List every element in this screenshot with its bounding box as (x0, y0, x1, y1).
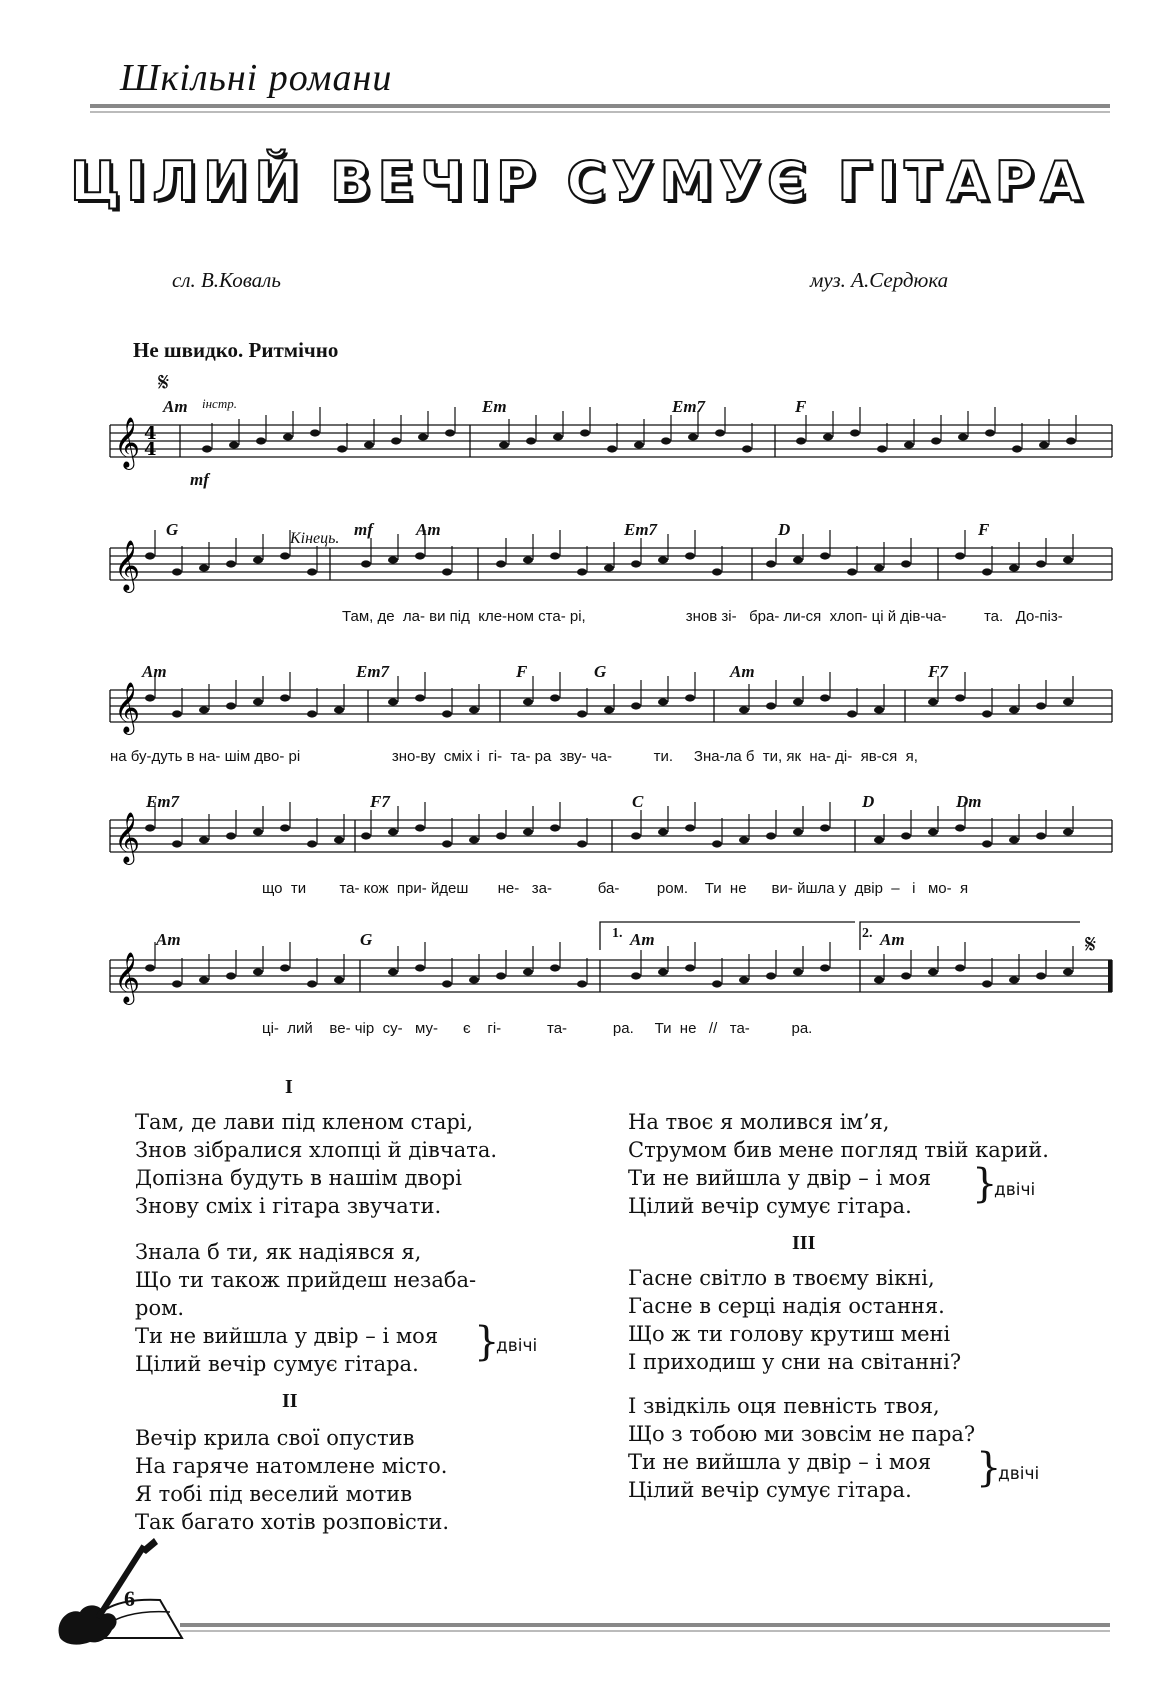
chord: G (594, 662, 607, 681)
chord: F7 (370, 792, 390, 811)
verse-line: Ти не вийшла у двір – і моя (135, 1324, 439, 1348)
instr-marking: інстр. (202, 396, 237, 411)
repeat-label: двічі (998, 1464, 1040, 1484)
verse-line: Цілий вечір сумує гітара. (135, 1352, 419, 1376)
notehead (901, 972, 911, 979)
verse-label-1: I (285, 1076, 293, 1098)
notehead (742, 445, 752, 452)
notehead (739, 706, 749, 713)
time-signature-digit: 4 (144, 439, 157, 460)
repeat-brace: } (474, 1319, 500, 1365)
chord: F7 (928, 662, 948, 681)
notehead (388, 698, 398, 705)
notehead (739, 836, 749, 843)
notehead (958, 433, 968, 440)
notehead (658, 968, 668, 975)
tempo-marking: Не швидко. Ритмічно (133, 338, 339, 362)
notehead (1012, 445, 1022, 452)
notehead (796, 437, 806, 444)
notehead (820, 824, 830, 831)
notehead (523, 968, 533, 975)
chord: Em (482, 397, 507, 416)
notehead (1063, 698, 1073, 705)
notehead (310, 429, 320, 436)
treble-clef: 𝄞 (114, 812, 141, 863)
chord: C (632, 792, 644, 811)
repeat-label: двічі (496, 1336, 538, 1356)
notehead (928, 828, 938, 835)
notehead (685, 964, 695, 971)
dynamic-mf-1: mf (190, 470, 209, 489)
verse-label-3: III (792, 1232, 816, 1254)
notehead (496, 832, 506, 839)
repeat-brace: } (976, 1445, 1002, 1491)
verse-1 (135, 1108, 497, 1220)
notehead (550, 964, 560, 971)
notehead (766, 832, 776, 839)
notehead (226, 832, 236, 839)
volta-1-label: 1. (612, 926, 623, 941)
notehead (523, 556, 533, 563)
notehead (982, 840, 992, 847)
chord: Em7 (624, 520, 658, 539)
notehead (442, 980, 452, 987)
notehead (604, 706, 614, 713)
chord: Dm (956, 792, 982, 811)
notehead (1063, 828, 1073, 835)
notehead (955, 964, 965, 971)
notehead (793, 556, 803, 563)
verse-3 (628, 1264, 961, 1376)
notehead (445, 429, 455, 436)
notehead (901, 832, 911, 839)
notehead (469, 706, 479, 713)
notehead (523, 698, 533, 705)
notehead (793, 828, 803, 835)
notehead (904, 441, 914, 448)
notehead (634, 441, 644, 448)
notehead (415, 824, 425, 831)
notehead (712, 568, 722, 575)
notehead (850, 429, 860, 436)
notehead (226, 560, 236, 567)
notehead (526, 437, 536, 444)
repeat-brace: } (972, 1161, 998, 1207)
notehead (496, 560, 506, 567)
notehead (226, 972, 236, 979)
notehead (874, 976, 884, 983)
verse-line: Ти не вийшла у двір – і моя (628, 1450, 932, 1474)
notehead (253, 698, 263, 705)
segno-start: 𝄋 (158, 368, 170, 398)
notehead (901, 560, 911, 567)
notehead (823, 433, 833, 440)
notehead (1036, 560, 1046, 567)
notehead (1039, 441, 1049, 448)
notehead (334, 836, 344, 843)
notehead (658, 828, 668, 835)
chord: G (360, 930, 373, 949)
notehead (391, 437, 401, 444)
notehead (955, 552, 965, 559)
notehead (199, 564, 209, 571)
notehead (715, 429, 725, 436)
notehead (847, 568, 857, 575)
chord: F (516, 662, 528, 681)
notehead (820, 694, 830, 701)
notehead (145, 694, 155, 701)
notehead (499, 441, 509, 448)
verse-line: Знов зібралися хлопці й дівчата. (135, 1138, 498, 1162)
notehead (283, 433, 293, 440)
verse-3b (628, 1392, 975, 1504)
verse-label-2: II (282, 1390, 298, 1412)
notehead (172, 840, 182, 847)
notehead (334, 706, 344, 713)
chord: Em7 (672, 397, 706, 416)
verse-line: Гасне світло в твоєму вікні, (628, 1266, 935, 1290)
notehead (955, 824, 965, 831)
notehead (361, 832, 371, 839)
notehead (307, 710, 317, 717)
verse-line: Вечір крила свої опустив (135, 1426, 415, 1450)
notehead (550, 824, 560, 831)
notehead (874, 706, 884, 713)
verse-line: Що з тобою ми зовсім не пара? (628, 1422, 976, 1446)
notehead (388, 968, 398, 975)
notehead (577, 568, 587, 575)
notehead (361, 560, 371, 567)
notehead (418, 433, 428, 440)
notehead (712, 980, 722, 987)
notehead (172, 980, 182, 987)
notehead (415, 964, 425, 971)
book-title: Шкільні романи (120, 57, 393, 99)
treble-clef: 𝄞 (114, 417, 141, 468)
verse-line: Знала б ти, як надіявся я, (135, 1240, 422, 1264)
notehead (982, 568, 992, 575)
notehead (1063, 556, 1073, 563)
notehead (985, 429, 995, 436)
lyricist-credit: сл. В.Коваль (172, 268, 281, 292)
notehead (982, 980, 992, 987)
notehead (766, 702, 776, 709)
footer-rule (180, 1623, 1110, 1627)
notehead (874, 564, 884, 571)
verse-line: Струмом бив мене погляд твій карий. (628, 1138, 1049, 1162)
verse-line: Цілий вечір сумує гітара. (628, 1194, 912, 1218)
notehead (307, 840, 317, 847)
notehead (877, 445, 887, 452)
verse-line: І приходиш у сни на світанні? (628, 1350, 962, 1374)
treble-clef: 𝄞 (114, 952, 141, 1003)
notehead (577, 840, 587, 847)
notehead (820, 964, 830, 971)
notehead (145, 552, 155, 559)
notehead (145, 824, 155, 831)
notehead (631, 560, 641, 567)
notehead (280, 552, 290, 559)
notehead (658, 556, 668, 563)
notehead (442, 568, 452, 575)
notehead (658, 698, 668, 705)
notehead (577, 980, 587, 987)
notehead (172, 710, 182, 717)
chord: Am (142, 662, 167, 681)
notehead (256, 437, 266, 444)
score-lyrics-line: на бу-дуть в на- шім дво- рі зно-ву сміх і гі- та- ра зву- ча- ти. Зна-ла б ти, як на- ді- яв-ся я, (110, 748, 918, 765)
verse-line: ром. (135, 1296, 185, 1320)
dynamic-mf-2: mf (354, 520, 373, 539)
notehead (442, 840, 452, 847)
notehead (931, 437, 941, 444)
chord: Em7 (146, 792, 180, 811)
notehead (739, 976, 749, 983)
treble-clef: 𝄞 (114, 682, 141, 733)
notehead (820, 552, 830, 559)
final-barline (1108, 960, 1112, 992)
verse-2 (135, 1424, 449, 1536)
notehead (253, 556, 263, 563)
volta-2-label: 2. (862, 926, 873, 941)
notehead (550, 552, 560, 559)
notehead (1036, 702, 1046, 709)
chord: Am (163, 397, 188, 416)
chord: Am (416, 520, 441, 539)
chord: Am (630, 930, 655, 949)
notehead (199, 976, 209, 983)
notehead (1036, 832, 1046, 839)
notehead (1009, 836, 1019, 843)
chord: G (166, 520, 179, 539)
verse-line: Гасне в серці надія остання. (628, 1294, 945, 1318)
notehead (955, 694, 965, 701)
verse-line: Що ж ти голову крутиш мені (628, 1322, 951, 1346)
notehead (307, 980, 317, 987)
segno-end: 𝄋 (1085, 930, 1097, 960)
notehead (415, 552, 425, 559)
verse-line: Що ти також прийдеш незаба- (135, 1268, 477, 1292)
notehead (388, 828, 398, 835)
notehead (469, 976, 479, 983)
notehead (1066, 437, 1076, 444)
chord: F (978, 520, 990, 539)
chord: Em7 (356, 662, 390, 681)
guitar-book-icon (50, 1538, 190, 1648)
notehead (928, 968, 938, 975)
notehead (253, 968, 263, 975)
score-lyrics-line: ці- лий ве- чір су- му- є гі- та- ра. Ти не // та- ра. (262, 1020, 813, 1037)
notehead (604, 564, 614, 571)
notehead (337, 445, 347, 452)
notehead (550, 694, 560, 701)
notehead (847, 710, 857, 717)
verse-1b (135, 1238, 476, 1378)
score-lyrics-line: Там, де ла- ви під кле-ном ста- рі, знов зі- бра- ли-ся хлоп- ці й дів-ча- та. До-піз- (342, 608, 1063, 625)
notehead (1036, 972, 1046, 979)
notehead (631, 702, 641, 709)
chord: D (778, 520, 791, 539)
notehead (1009, 706, 1019, 713)
verse-line: Ти не вийшла у двір – і моя (628, 1166, 932, 1190)
chord: F (795, 397, 807, 416)
notehead (415, 694, 425, 701)
notehead (202, 445, 212, 452)
notehead (253, 828, 263, 835)
notehead (1063, 968, 1073, 975)
notehead (793, 698, 803, 705)
notehead (280, 824, 290, 831)
notehead (364, 441, 374, 448)
notehead (793, 968, 803, 975)
notehead (982, 710, 992, 717)
notehead (766, 972, 776, 979)
verse-line: На гаряче натомлене місто. (135, 1454, 448, 1478)
notehead (580, 429, 590, 436)
verse-line: Там, де лави під кленом старі, (135, 1110, 474, 1134)
notehead (334, 976, 344, 983)
chord: Am (156, 930, 181, 949)
notehead (199, 706, 209, 713)
notehead (523, 828, 533, 835)
notehead (388, 556, 398, 563)
verse-line: Так багато хотів розповісти. (135, 1510, 450, 1534)
repeat-label: двічі (994, 1180, 1036, 1200)
notehead (280, 694, 290, 701)
notehead (1009, 564, 1019, 571)
notehead (226, 702, 236, 709)
fine-marking: Кінець. (290, 530, 340, 547)
notehead (307, 568, 317, 575)
notehead (661, 437, 671, 444)
notehead (1009, 976, 1019, 983)
notehead (199, 836, 209, 843)
notehead (553, 433, 563, 440)
notehead (280, 964, 290, 971)
chord: Am (730, 662, 755, 681)
composer-credit: муз. А.Сердюка (810, 268, 949, 292)
footer-rule-thin (180, 1630, 1110, 1632)
score-lyrics-line: що ти та- кож при- йдеш не- за- ба- ром. Ти не ви- йшла у двір – і мо- я (262, 880, 969, 897)
notehead (469, 836, 479, 843)
notehead (766, 560, 776, 567)
notehead (928, 698, 938, 705)
treble-clef: 𝄞 (114, 540, 141, 591)
notehead (688, 433, 698, 440)
notehead (172, 568, 182, 575)
verse-line: І звідкіль оця певність твоя, (628, 1394, 940, 1418)
notehead (631, 972, 641, 979)
notehead (607, 445, 617, 452)
verse-line: На твоє я молився ім’я, (628, 1110, 890, 1134)
notehead (685, 552, 695, 559)
notehead (712, 840, 722, 847)
notehead (577, 710, 587, 717)
time-signature-digit: 4 (144, 423, 157, 444)
notehead (229, 441, 239, 448)
notehead (685, 824, 695, 831)
notehead (145, 964, 155, 971)
song-title: ЦІЛИЙ ВЕЧІР СУМУЄ ГІТАРА (70, 150, 1088, 213)
verse-line: Я тобі під веселий мотив (135, 1482, 413, 1506)
notehead (631, 832, 641, 839)
chord: D (862, 792, 875, 811)
verse-line: Знову сміх і гітара звучати. (135, 1194, 442, 1218)
notehead (496, 972, 506, 979)
verse-line: Цілий вечір сумує гітара. (628, 1478, 912, 1502)
notehead (442, 710, 452, 717)
verse-line: Допізна будуть в нашім дворі (135, 1166, 462, 1190)
notehead (685, 694, 695, 701)
chord: Am (880, 930, 905, 949)
notehead (874, 836, 884, 843)
page-number: 6 (124, 1586, 135, 1611)
